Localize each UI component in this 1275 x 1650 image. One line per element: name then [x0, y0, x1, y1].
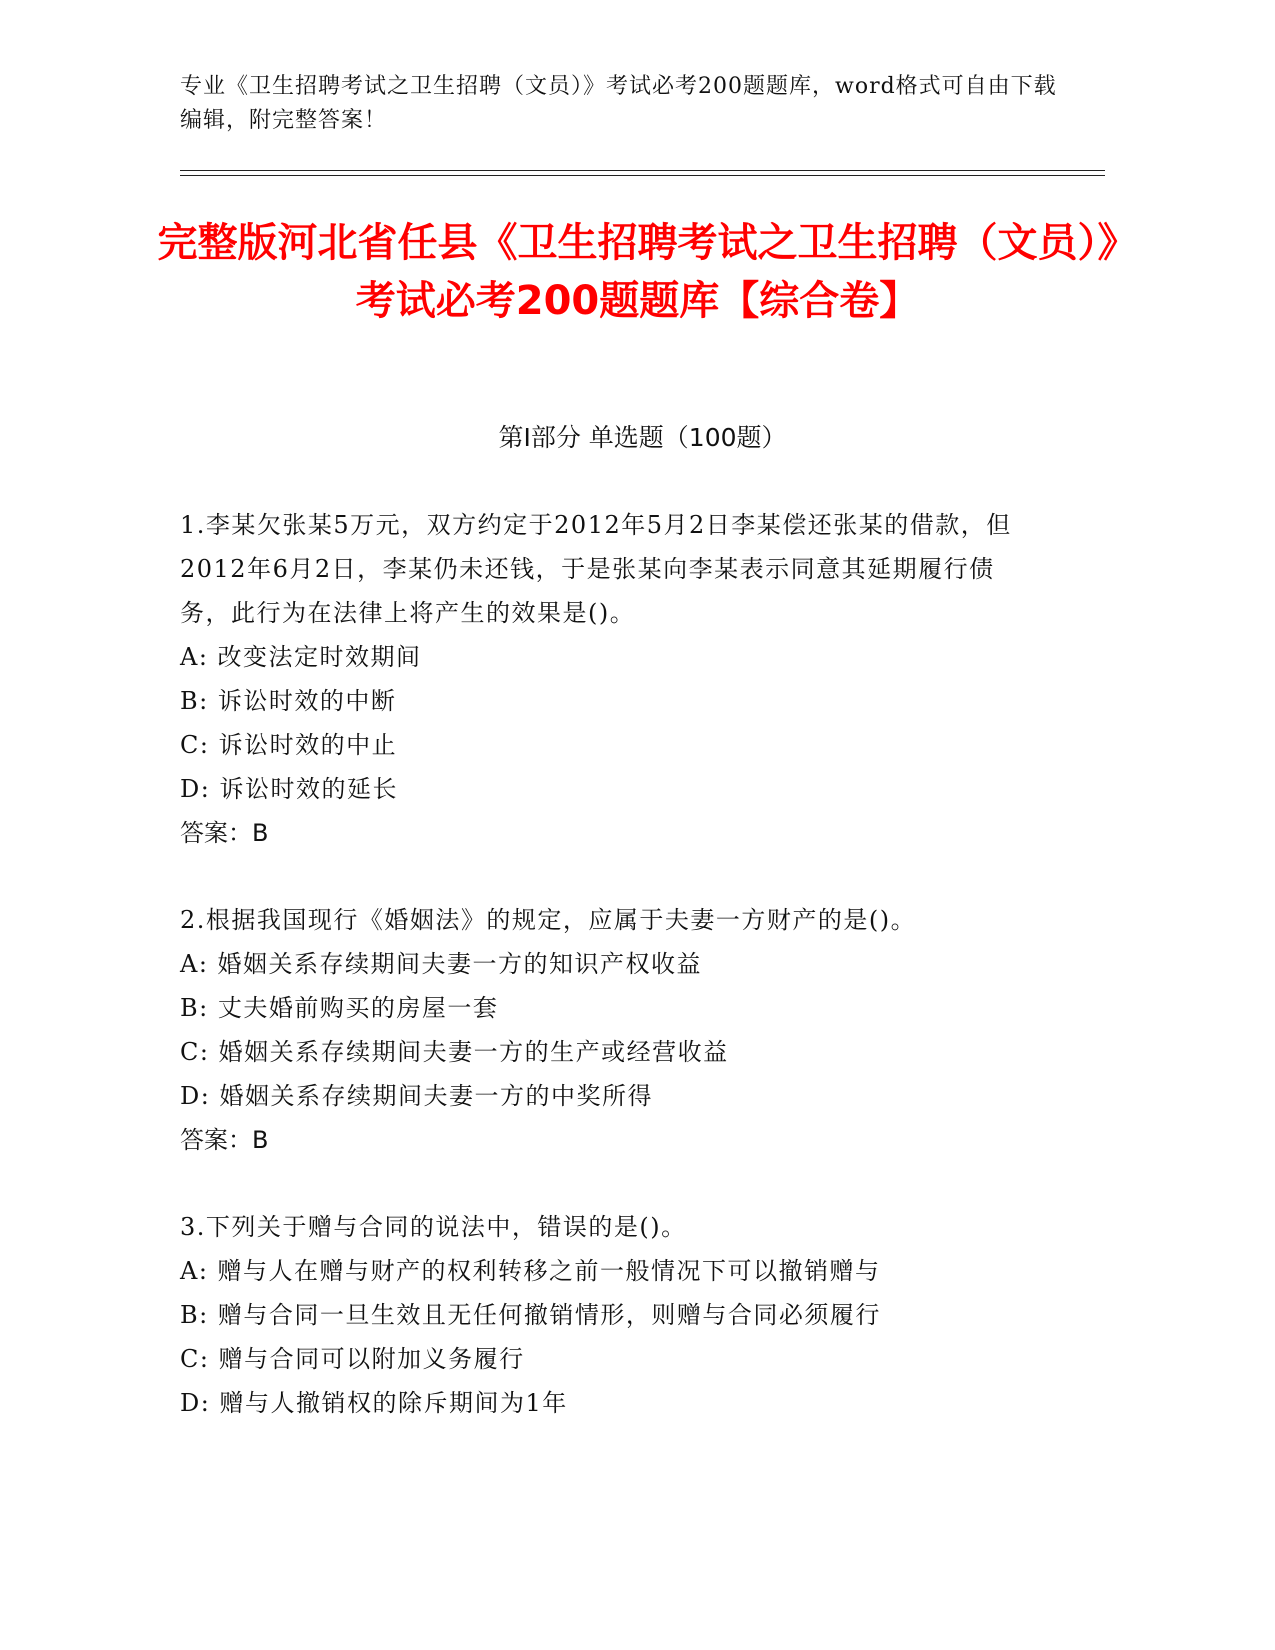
answer: 答案：B [180, 1126, 269, 1154]
question-text: 1.李某欠张某5万元，双方约定于2012年5月2日李某偿还张某的借款，但2012年6月2日，李某仍未还钱，于是张某向李某表示同意其延期履行债务，此行为在法律上将产生的效果是()。 [180, 511, 1012, 627]
option-c: C: 婚姻关系存续期间夫妻一方的生产或经营收益 [180, 1038, 729, 1066]
option-d: D: 赠与人撤销权的除斥期间为1年 [180, 1389, 568, 1417]
option-b: B: 赠与合同一旦生效且无任何撤销情形，则赠与合同必须履行 [180, 1301, 881, 1329]
header-note: 专业《卫生招聘考试之卫生招聘（文员）》考试必考200题题库，word格式可自由下载编辑，附完整答案！ [180, 74, 1057, 133]
option-c: C: 赠与合同可以附加义务履行 [180, 1345, 525, 1373]
question-2 [180, 898, 1040, 1162]
answer: 答案：B [180, 819, 269, 847]
document-title: 完整版河北省任县《卫生招聘考试之卫生招聘（文员）》考试必考200题题库【综合卷】 [157, 220, 1118, 324]
option-a: A: 婚姻关系存续期间夫妻一方的知识产权收益 [180, 950, 703, 978]
question-text: 3.下列关于赠与合同的说法中，错误的是()。 [180, 1213, 687, 1241]
section-title: 第I部分 单选题（100题） [498, 423, 787, 452]
header-rule-bottom [180, 175, 1105, 176]
option-a: A: 改变法定时效期间 [180, 643, 422, 671]
header-rule-top [180, 170, 1105, 171]
question-3 [180, 1205, 1040, 1425]
option-b: B: 丈夫婚前购买的房屋一套 [180, 994, 499, 1022]
option-d: D: 婚姻关系存续期间夫妻一方的中奖所得 [180, 1082, 653, 1110]
question-list [180, 503, 1040, 1468]
question-1 [180, 503, 1040, 855]
option-b: B: 诉讼时效的中断 [180, 687, 397, 715]
question-text: 2.根据我国现行《婚姻法》的规定，应属于夫妻一方财产的是()。 [180, 906, 917, 934]
option-d: D: 诉讼时效的延长 [180, 775, 398, 803]
option-c: C: 诉讼时效的中止 [180, 731, 398, 759]
option-a: A: 赠与人在赠与财产的权利转移之前一般情况下可以撤销赠与 [180, 1257, 881, 1285]
